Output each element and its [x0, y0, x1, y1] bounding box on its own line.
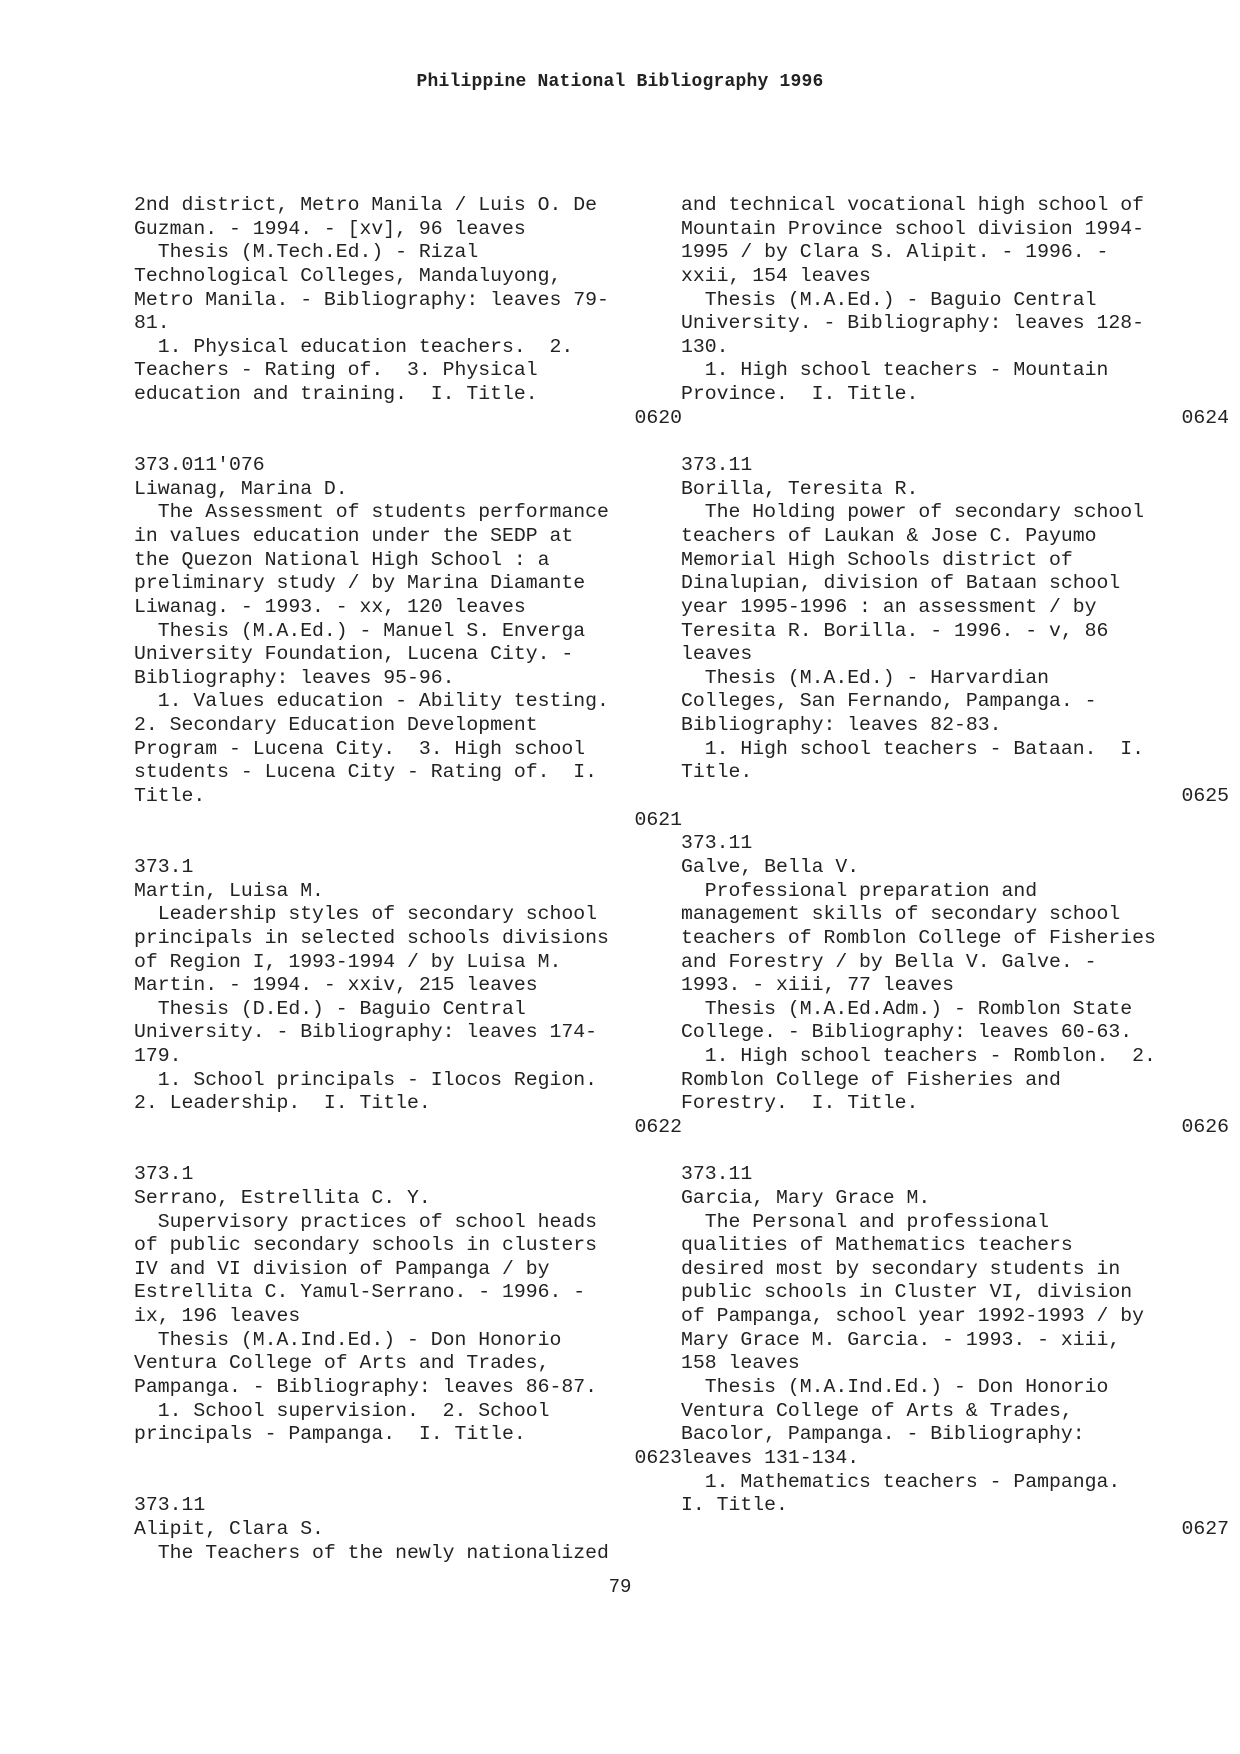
entry-line: 2. Leadership. I. Title.	[134, 1092, 431, 1115]
entry-line: students - Lucena City - Rating of. I.	[134, 761, 597, 784]
bibliography-entry	[681, 832, 1229, 1139]
entry-line: management skills of secondary school	[681, 903, 1121, 926]
entry-line: Alipit, Clara S.	[134, 1517, 324, 1540]
entry-line: the Quezon National High School : a	[134, 548, 550, 571]
entry-line: Thesis (M.A.Ed.) - Manuel S. Enverga	[134, 619, 586, 642]
entry-line: Forestry. I. Title.	[681, 1092, 919, 1115]
entry-line: Title.	[681, 761, 753, 784]
entry-line: Supervisory practices of school heads	[134, 1210, 597, 1233]
right-column	[681, 194, 1229, 1565]
entry-line: Professional preparation and	[681, 879, 1038, 902]
entry-line: of Region I, 1993-1994 / by Luisa M.	[134, 950, 562, 973]
bibliography-entry	[134, 856, 682, 1140]
entry-line: Title.	[134, 785, 206, 808]
entry-line: Colleges, San Fernando, Pampanga. -	[681, 690, 1097, 713]
entry-line: Thesis (M.Tech.Ed.) - Rizal	[134, 241, 479, 264]
entry-line: and technical vocational high school of	[681, 194, 1144, 216]
entry-line: desired most by secondary students in	[681, 1257, 1121, 1280]
entry-line: 373.011'076	[134, 454, 265, 477]
entry-line: 1. School supervision. 2. School	[134, 1399, 550, 1422]
entry-line: principals - Pampanga. I. Title.	[134, 1423, 526, 1446]
entry-line: Technological Colleges, Mandaluyong,	[134, 264, 562, 287]
entry-line: Thesis (M.A.Ed.) - Harvardian	[681, 666, 1049, 689]
entry-line: 2. Secondary Education Development	[134, 714, 538, 737]
entry-line: in values education under the SEDP at	[134, 524, 574, 547]
left-column	[134, 194, 682, 1589]
entry-line: Mountain Province school division 1994-	[681, 217, 1144, 240]
entry-line: Leadership styles of secondary school	[134, 903, 597, 926]
bibliography-entry	[134, 454, 682, 832]
entry-line: Bacolor, Pampanga. - Bibliography:	[681, 1423, 1085, 1446]
entry-line: Serrano, Estrellita C. Y.	[134, 1186, 431, 1209]
entry-line: xxii, 154 leaves	[681, 264, 871, 287]
entry-line: Memorial High Schools district of	[681, 548, 1073, 571]
entry-line: 1993. - xiii, 77 leaves	[681, 974, 955, 997]
entry-line: 81.	[134, 312, 170, 335]
bibliography-entry	[681, 1163, 1229, 1541]
entry-line: Martin. - 1994. - xxiv, 215 leaves	[134, 974, 538, 997]
page-number: 79	[608, 1576, 632, 1598]
entry-line: Thesis (M.A.Ed.) - Baguio Central	[681, 288, 1097, 311]
entry-line: 1995 / by Clara S. Alipit. - 1996. -	[681, 241, 1109, 264]
entry-line: I. Title.	[681, 1494, 788, 1517]
entry-line: 1. High school teachers - Bataan. I.	[681, 737, 1144, 760]
entry-line: Teresita R. Borilla. - 1996. - v, 86	[681, 619, 1109, 642]
entry-line: leaves	[681, 643, 753, 666]
entry-line: Estrellita C. Yamul-Serrano. - 1996. -	[134, 1281, 586, 1304]
entry-number: 0627	[1181, 1517, 1229, 1540]
entry-line: education and training. I. Title.	[134, 383, 538, 406]
entry-line: IV and VI division of Pampanga / by	[134, 1257, 550, 1280]
entry-line: 373.1	[134, 855, 194, 878]
bibliography-entry	[681, 194, 1229, 430]
entry-line: Bibliography: leaves 82-83.	[681, 714, 1002, 737]
entry-line: Liwanag. - 1993. - xx, 120 leaves	[134, 595, 526, 618]
entry-line: 1. School principals - Ilocos Region.	[134, 1068, 597, 1091]
entry-line: 373.11	[681, 454, 753, 477]
entry-line: principals in selected schools divisions	[134, 926, 609, 949]
entry-number: 0624	[1181, 406, 1229, 429]
entry-line: Romblon College of Fisheries and	[681, 1068, 1061, 1091]
entry-line: Galve, Bella V.	[681, 855, 860, 878]
entry-line: 373.11	[681, 832, 753, 855]
entry-line: Thesis (D.Ed.) - Baguio Central	[134, 997, 526, 1020]
entry-line: ix, 196 leaves	[134, 1305, 301, 1328]
entry-line: The Personal and professional	[681, 1210, 1049, 1233]
entry-line: University. - Bibliography: leaves 128-	[681, 312, 1144, 335]
entry-line: 1. Values education - Ability testing.	[134, 690, 609, 713]
entry-line: 1. Physical education teachers. 2.	[134, 335, 574, 358]
entry-line: 158 leaves	[681, 1352, 800, 1375]
entry-line: Province. I. Title.	[681, 383, 919, 406]
entry-line: The Teachers of the newly nationalized	[134, 1541, 609, 1564]
entry-line: Guzman. - 1994. - [xv], 96 leaves	[134, 217, 526, 240]
entry-line: 179.	[134, 1045, 182, 1068]
entry-line: 2nd district, Metro Manila / Luis O. De	[134, 194, 597, 216]
entry-number: 0621	[634, 808, 682, 831]
entry-number: 0626	[1181, 1115, 1229, 1138]
entry-line: The Holding power of secondary school	[681, 501, 1144, 524]
entry-line: 1. High school teachers - Romblon. 2.	[681, 1045, 1156, 1068]
entry-line: of Pampanga, school year 1992-1993 / by	[681, 1305, 1144, 1328]
entry-line: 373.11	[681, 1163, 753, 1186]
entry-line: 373.1	[134, 1163, 194, 1186]
entry-line: University Foundation, Lucena City. -	[134, 643, 574, 666]
bibliography-entry	[134, 194, 682, 430]
entry-line: Ventura College of Arts and Trades,	[134, 1352, 550, 1375]
entry-line: Ventura College of Arts & Trades,	[681, 1399, 1073, 1422]
entry-line: year 1995-1996 : an assessment / by	[681, 595, 1097, 618]
entry-line: 130.	[681, 335, 729, 358]
entry-line: University. - Bibliography: leaves 174-	[134, 1021, 597, 1044]
entry-line: of public secondary schools in clusters	[134, 1234, 597, 1257]
entry-line: leaves 131-134.	[681, 1446, 860, 1469]
entry-number: 0620	[634, 406, 682, 429]
entry-number: 0623	[634, 1446, 682, 1469]
entry-line: preliminary study / by Marina Diamante	[134, 572, 586, 595]
entry-line: Liwanag, Marina D.	[134, 477, 348, 500]
entry-line: Borilla, Teresita R.	[681, 477, 919, 500]
entry-number: 0622	[634, 1115, 682, 1138]
entry-line: 373.11	[134, 1494, 206, 1517]
entry-line: Metro Manila. - Bibliography: leaves 79-	[134, 288, 609, 311]
entry-line: and Forestry / by Bella V. Galve. -	[681, 950, 1097, 973]
entry-line: The Assessment of students performance	[134, 501, 609, 524]
entry-line: College. - Bibliography: leaves 60-63.	[681, 1021, 1133, 1044]
bibliography-entry	[134, 1163, 682, 1470]
entry-line: qualities of Mathematics teachers	[681, 1234, 1073, 1257]
page-title: Philippine National Bibliography 1996	[416, 72, 824, 92]
entry-line: 1. High school teachers - Mountain	[681, 359, 1109, 382]
entry-line: teachers of Romblon College of Fisheries	[681, 926, 1156, 949]
entry-line: Thesis (M.A.Ind.Ed.) - Don Honorio	[134, 1328, 562, 1351]
entry-line: Bibliography: leaves 95-96.	[134, 666, 455, 689]
entry-line: public schools in Cluster VI, division	[681, 1281, 1133, 1304]
entry-line: Program - Lucena City. 3. High school	[134, 737, 586, 760]
entry-line: 1. Mathematics teachers - Pampanga.	[681, 1470, 1121, 1493]
bibliography-entry	[134, 1494, 682, 1565]
entry-line: Thesis (M.A.Ed.Adm.) - Romblon State	[681, 997, 1133, 1020]
entry-line: Pampanga. - Bibliography: leaves 86-87.	[134, 1376, 597, 1399]
entry-number: 0625	[1181, 785, 1229, 808]
entry-line: Mary Grace M. Garcia. - 1993. - xiii,	[681, 1328, 1121, 1351]
entry-line: Teachers - Rating of. 3. Physical	[134, 359, 538, 382]
entry-line: teachers of Laukan & Jose C. Payumo	[681, 524, 1097, 547]
entry-line: Garcia, Mary Grace M.	[681, 1186, 931, 1209]
entry-line: Martin, Luisa M.	[134, 879, 324, 902]
entry-line: Thesis (M.A.Ind.Ed.) - Don Honorio	[681, 1376, 1109, 1399]
bibliography-entry	[681, 454, 1229, 809]
entry-line: Dinalupian, division of Bataan school	[681, 572, 1121, 595]
